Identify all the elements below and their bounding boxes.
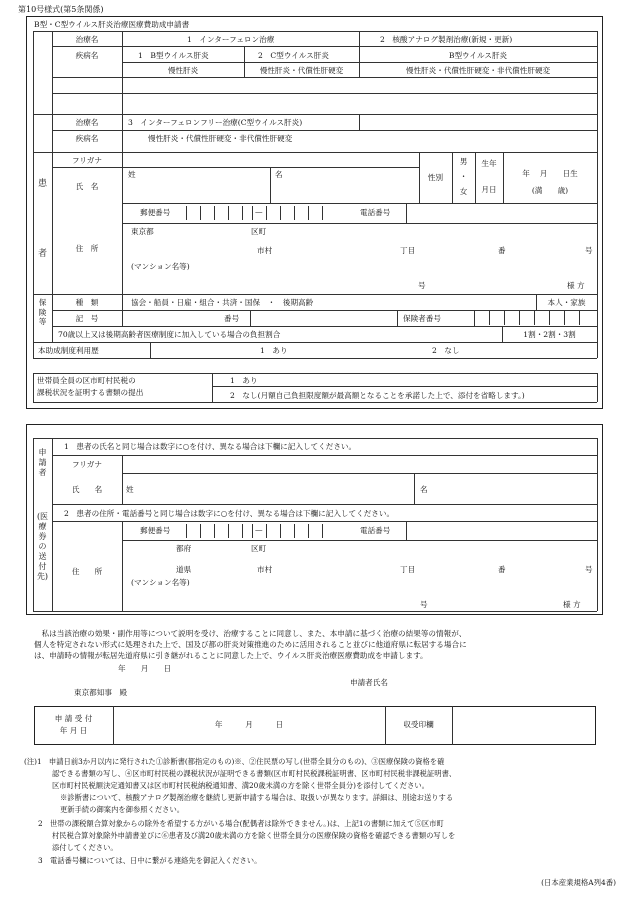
paper-size-footer: (日本産業規格A列4番): [541, 878, 616, 887]
applicant-signature-field[interactable]: [400, 676, 590, 690]
applicant-postal-dash: —: [255, 525, 263, 534]
applicant-name-label: 氏 名: [71, 485, 103, 494]
note-2a: 2 世帯の課税額合算対象からの除外を希望する方がいる場合(配偶者は除外できません。)は、上記1の書類に加えて⑤区市町: [38, 819, 444, 828]
sex-male[interactable]: 男: [459, 157, 468, 166]
note-1d: ※診断書について、核酸アナログ製剤治療を継続し更新申請する場合は、取扱いが異なります。詳細は、別途お送りする: [60, 793, 454, 802]
insurer-number-label: 保険者番号: [403, 314, 441, 323]
declaration-line-2: 個人を特定されない形式に処理された上で、国及び都の肝炎対策推進のために活用されること並びに他道府県に転居する場合に: [34, 640, 467, 649]
patient-address-tokyo: 東京都: [131, 227, 154, 236]
patient-address-go2: 号: [418, 281, 426, 290]
applicant-surname-field[interactable]: [123, 474, 413, 503]
applicant-given-name-label: 名: [420, 485, 428, 494]
stage-chronic-compensated-decompensated[interactable]: 慢性肝炎・代償性肝硬変・非代償性肝硬変: [405, 66, 551, 75]
applicant-furigana-label: フリガナ: [72, 460, 102, 469]
sex-female[interactable]: 女: [459, 187, 468, 196]
receipt-label-1: 申 請 受 付: [54, 714, 93, 723]
age-field[interactable]: (満 歳): [531, 186, 569, 195]
patient-address-shison: 市村: [257, 246, 273, 255]
tax-option-no[interactable]: 2 なし(月額自己負担限度額が最高額となることを承諾した上で、添付を省略します。): [230, 391, 525, 400]
applicant-address-ku: 区町: [251, 544, 267, 553]
sex-separator: ・: [459, 172, 468, 181]
note-1b: 認できる書類の写し、④区市町村民税の課税状況が証明できる書類(区市町村民税課税証明書、区市町村民税非課税証明書、: [52, 769, 457, 778]
history-no[interactable]: 2 なし: [432, 346, 460, 355]
insurance-symbol-field[interactable]: [123, 311, 223, 325]
applicant-address-todofu: 都府: [176, 544, 192, 553]
tax-label-1: 世帯員全員の区市町村民税の: [37, 376, 136, 385]
form-number: 第10号様式(第5条関係): [18, 5, 104, 14]
patient-furigana-field[interactable]: [123, 153, 419, 166]
note-3: 3 電話番号欄については、日中に繋がる連絡先を御記入ください。: [38, 856, 262, 865]
applicant-address-ban: 番: [498, 565, 506, 574]
patient-furigana-label: フリガナ: [72, 156, 102, 165]
insurance-kind-options[interactable]: 協会・船員・日雇・組合・共済・国保 ・ 後期高齢: [131, 298, 314, 307]
applicant-signature-label: 申請者氏名: [350, 678, 388, 687]
patient-given-name-field[interactable]: [271, 181, 418, 202]
patient-address-label: 住 所: [75, 244, 99, 253]
patient-address-sama: 様 方: [567, 281, 585, 290]
receipt-label-2: 年 月 日: [59, 726, 88, 735]
insurance-kind-label: 種 類: [75, 298, 99, 307]
history-label: 本助成制度利用歴: [38, 346, 99, 355]
applicant-address-go2: 号: [420, 600, 428, 609]
patient-phone-field[interactable]: [407, 204, 596, 222]
applicant-postal-label: 郵便番号: [140, 526, 171, 535]
disease-option-b-nucleoside[interactable]: B型ウイルス肝炎: [448, 51, 508, 60]
addressee-governor: 東京都知事 殿: [74, 688, 128, 697]
patient-mansion-label: (マンション名等): [131, 262, 190, 271]
applicant-address-dohken: 道県: [176, 565, 192, 574]
birth-date-field[interactable]: 年 月 日生: [522, 169, 578, 178]
tax-option-yes[interactable]: 1 あり: [230, 376, 258, 385]
insurance-number-label: 番号: [224, 314, 240, 323]
insurance-relation-options[interactable]: 本人・家族: [547, 298, 586, 307]
elderly-burden-label: 70歳以上又は後期高齢者医療制度に加入している場合の負担割合: [58, 330, 281, 339]
form-title: B型・C型ウイルス肝炎治療医療費助成申請書: [34, 20, 190, 29]
patient-address-ban: 番: [498, 246, 506, 255]
stage-ifn-free[interactable]: 慢性肝炎・代償性肝硬変・非代償性肝硬変: [148, 134, 293, 143]
receipt-date-field[interactable]: 年 月 日: [214, 720, 284, 729]
applicant-mansion-label: (マンション名等): [131, 578, 190, 587]
applicant-address-go: 号: [585, 565, 593, 574]
applicant-phone-field[interactable]: [407, 522, 596, 539]
patient-phone-label: 電話番号: [360, 208, 391, 217]
declaration-date[interactable]: 年 月 日: [118, 664, 172, 673]
patient-address-chome: 丁目: [400, 246, 416, 255]
applicant-side-label-2: (医療券の送付先): [36, 512, 49, 581]
declaration-line-1: 私は当該治療の効果・副作用等について説明を受け、治療することに同意し、また、本申請に基づく治療の結果等の情報が、: [34, 629, 467, 638]
treatment-label: 治療名: [75, 35, 99, 44]
applicant-address-chome: 丁目: [400, 565, 416, 574]
insurance-symbol-label: 記 号: [75, 314, 99, 323]
patient-address-go: 号: [585, 246, 593, 255]
note-1e: 更新手続の御案内を御参照ください。: [60, 805, 185, 814]
disease-option-c[interactable]: 2 C型ウイルス肝炎: [258, 51, 329, 60]
applicant-address-field[interactable]: [123, 541, 596, 610]
applicant-surname-label: 姓: [126, 485, 134, 494]
disease-label-2: 疾病名: [75, 134, 99, 143]
applicant-furigana-field[interactable]: [123, 456, 596, 472]
applicant-side-label: 申請者: [38, 448, 47, 477]
patient-address-field[interactable]: [123, 224, 596, 293]
patient-address-ku: 区町: [251, 227, 267, 236]
applicant-note-2[interactable]: 2 患者の住所・電話番号と同じ場合は数字に○を付け、異なる場合は下欄に記入してください。: [64, 509, 395, 518]
applicant-phone-label: 電話番号: [360, 526, 391, 535]
stage-chronic-compensated[interactable]: 慢性肝炎・代償性肝硬変: [259, 66, 344, 75]
disease-label: 疾病名: [75, 51, 99, 60]
note-1a: (注)1 申請日前3か月以内に発行された①診断書(都指定のもの)※、②住民票の写し(世帯全員分のもの)、③医療保険の資格を確: [24, 757, 445, 766]
note-2c: 添付してください。: [52, 843, 118, 852]
patient-given-name-label: 名: [275, 170, 283, 179]
postal-dash: —: [255, 207, 263, 216]
insurance-side-label: 保険等: [38, 298, 47, 326]
patient-surname-label: 姓: [128, 170, 136, 179]
applicant-given-name-field[interactable]: [415, 474, 596, 503]
treatment-option-ifn-free[interactable]: 3 インターフェロンフリー治療(C型ウイルス肝炎): [128, 118, 303, 127]
applicant-note-1[interactable]: 1 患者の氏名と同じ場合は数字に○を付け、異なる場合は下欄に記入してください。: [64, 442, 357, 451]
applicant-address-shison: 市村: [257, 565, 273, 574]
disease-option-b[interactable]: 1 B型ウイルス肝炎: [138, 51, 209, 60]
sex-label: 性別: [427, 173, 444, 182]
patient-surname-field[interactable]: [123, 181, 269, 202]
patient-side-label-1: 患: [37, 179, 47, 189]
treatment-option-nucleoside[interactable]: 2 核酸アナログ製剤治療(新規・更新): [380, 35, 513, 44]
stage-chronic[interactable]: 慢性肝炎: [167, 66, 199, 75]
treatment-label-2: 治療名: [75, 118, 99, 127]
insurance-number-field[interactable]: [251, 311, 396, 325]
stamp-field[interactable]: [453, 707, 595, 744]
patient-name-label: 氏 名: [75, 182, 99, 191]
note-2b: 村民税合算対象除外申請書並びに⑥患者及び満20歳未満の方を除く世帯全員分の医療保険の資格を確認できる書類の写しを: [52, 831, 456, 840]
treatment-option-interferon[interactable]: 1 インターフェロン治療: [187, 35, 275, 44]
birth-label-2: 月日: [481, 185, 497, 194]
tax-label-2: 課税状況を証明する書類の提出: [37, 388, 144, 397]
note-1c: 区市町村民税額決定通知書又は区市町村民税納税通知書、満20歳未満の方を除く世帯全員分)を添付してください。: [52, 781, 429, 790]
burden-ratio-options[interactable]: 1割・2割・3割: [523, 330, 576, 339]
patient-postal-label: 郵便番号: [140, 208, 171, 217]
declaration-line-3: は、申請時の情報が転居先道府県に引き継がれることに同意した上で、ウイルス肝炎治療医療費助成を申請します。: [34, 651, 428, 660]
history-yes[interactable]: 1 あり: [260, 346, 288, 355]
patient-side-label-2: 者: [37, 249, 47, 259]
stamp-label: 収受印欄: [403, 720, 434, 729]
birth-label-1: 生年: [481, 159, 497, 168]
applicant-address-sama: 様 方: [563, 600, 581, 609]
applicant-address-label: 住 所: [71, 567, 103, 576]
